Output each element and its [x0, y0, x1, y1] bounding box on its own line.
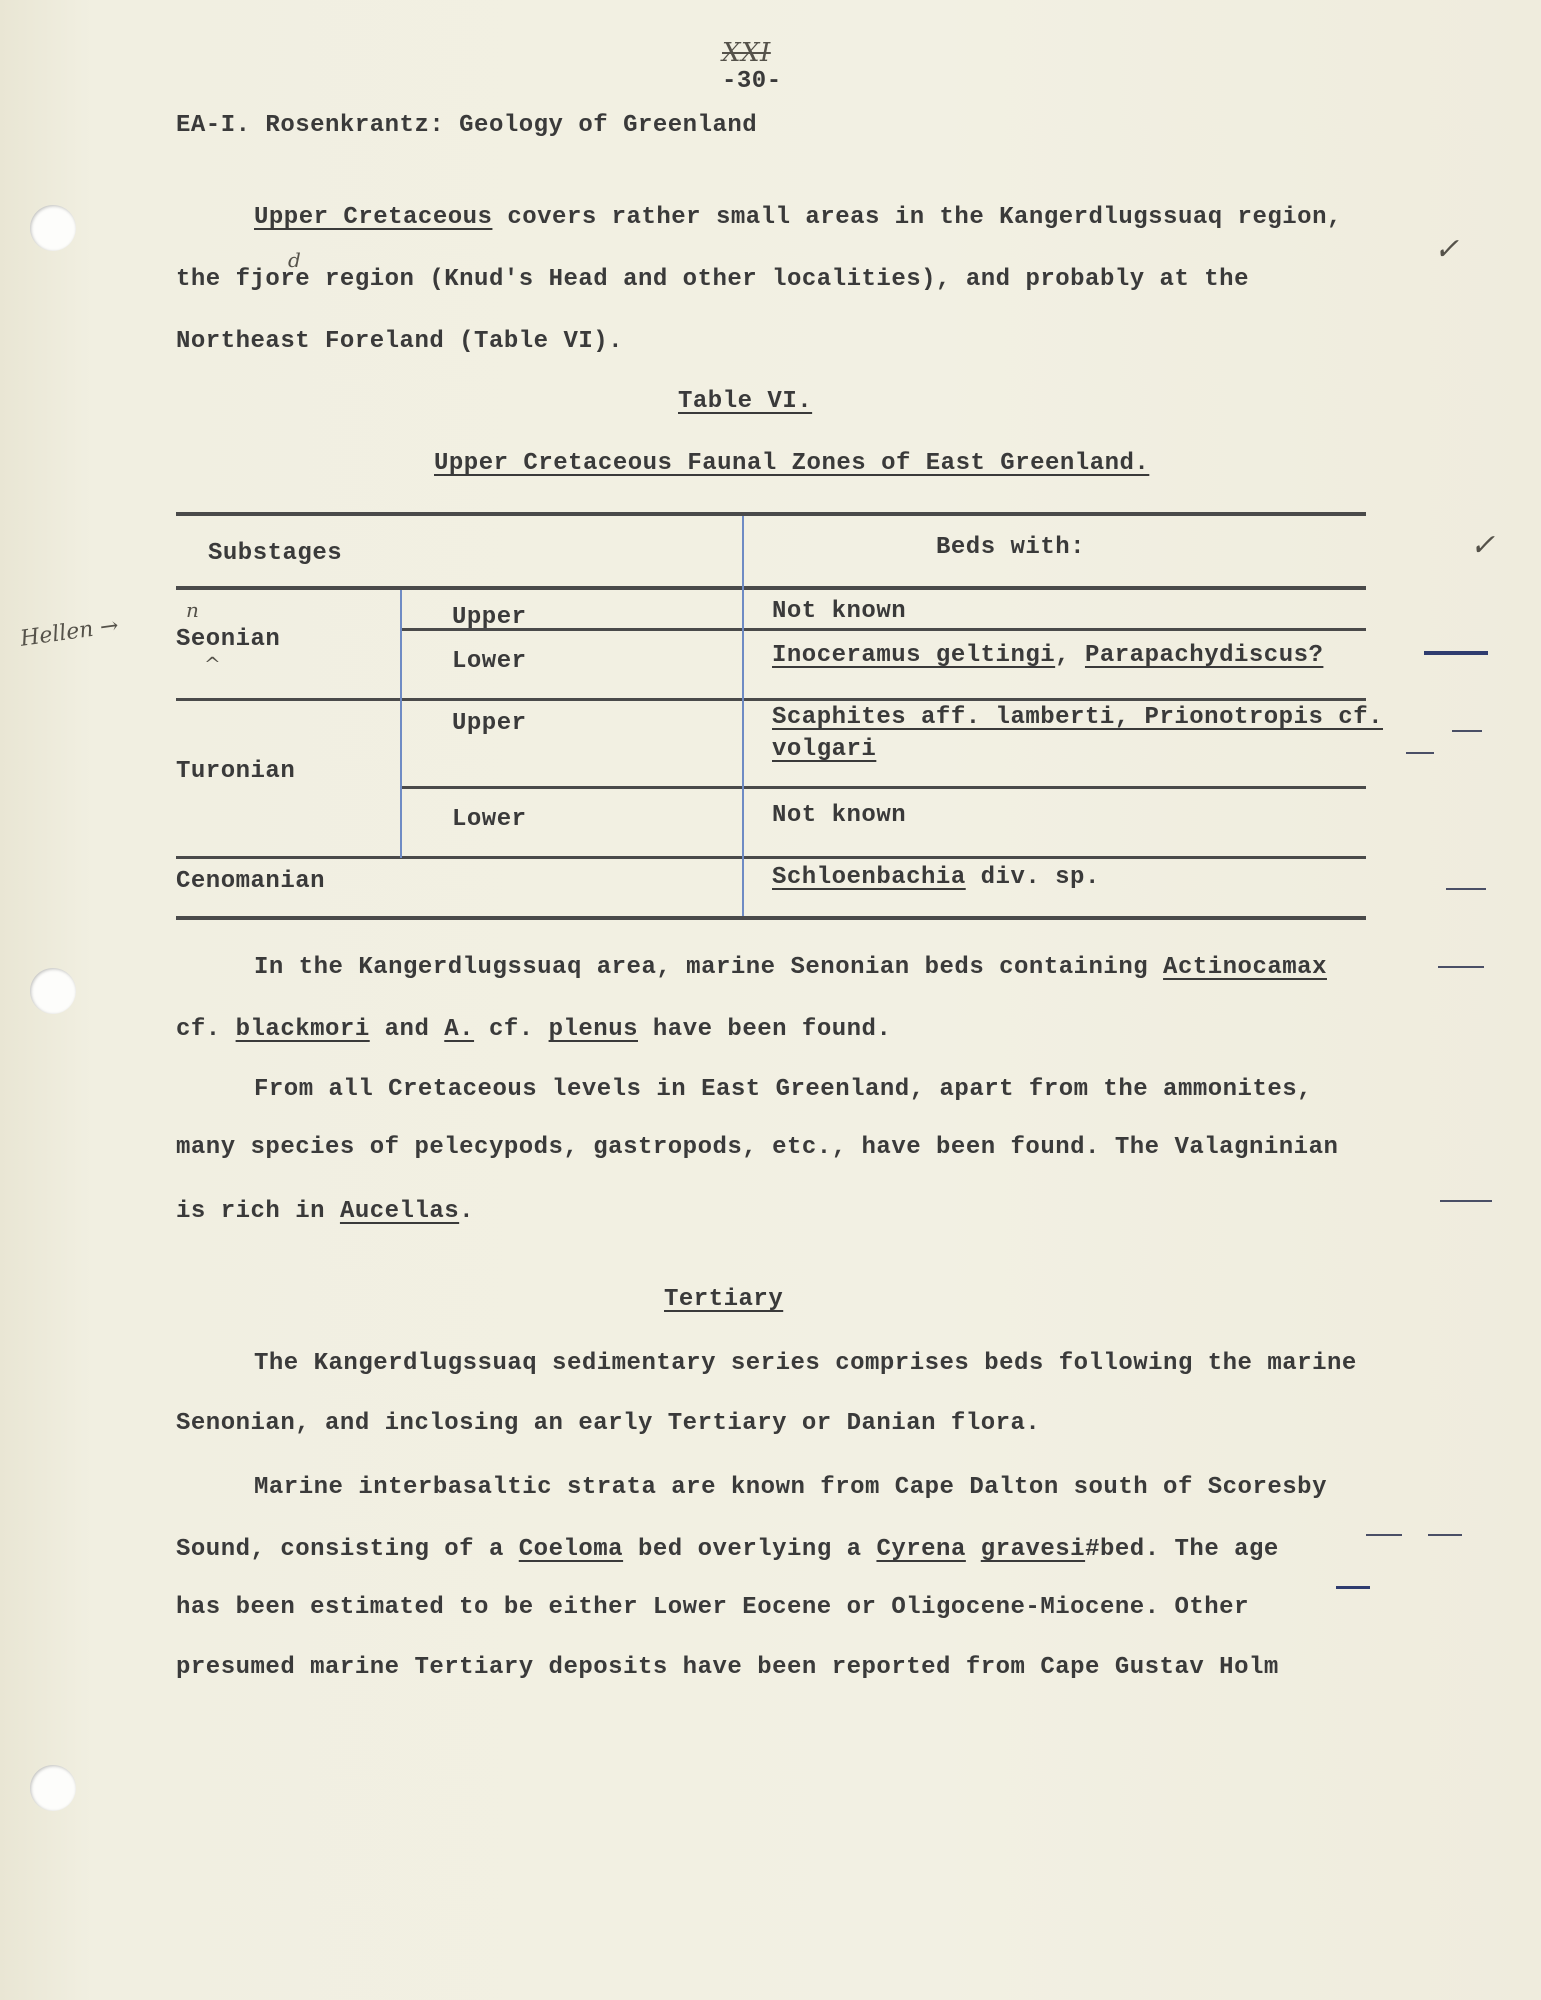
table-cell-beds: Scaphites aff. lamberti, Prionotropis cf. [772, 704, 1383, 731]
section-heading: Tertiary [664, 1286, 784, 1313]
table-cell-beds: Not known [772, 598, 907, 625]
text-run: covers rather small areas in the Kangerdlugssuaq region, [492, 204, 1342, 231]
margin-dash-mark [1366, 1534, 1402, 1536]
table-rule [176, 586, 1366, 590]
text-run: , [1055, 642, 1085, 669]
text-run [966, 1536, 981, 1563]
table-rule [176, 916, 1366, 920]
margin-dash-mark [1440, 1200, 1492, 1202]
punch-hole [30, 1765, 76, 1811]
paragraph-line [176, 1536, 1279, 1563]
text-run: cf. [176, 1016, 236, 1043]
margin-dash-mark [1452, 730, 1482, 732]
margin-dash-mark [1336, 1586, 1370, 1589]
paragraph-line: Marine interbasaltic strata are known from Cape Dalton south of Scoresby [254, 1474, 1327, 1501]
underlined-term: Upper Cretaceous [254, 204, 493, 231]
table-cell-substage: Upper [452, 710, 527, 737]
text-run: . [459, 1198, 475, 1225]
paragraph-line: From all Cretaceous levels in East Greenland, apart from the ammonites, [254, 1076, 1313, 1103]
table-cell-beds: volgari [772, 736, 877, 763]
page-number: -30- [722, 68, 782, 95]
taxon-name: Cyrena [876, 1536, 966, 1563]
table-rule [176, 512, 1366, 516]
handwritten-caret: ^ [204, 652, 221, 676]
table-rule [400, 628, 1366, 631]
table-cell-beds: Not known [772, 802, 907, 829]
table-column-line [742, 516, 744, 916]
paragraph-line [254, 204, 1342, 231]
text-run: cf. [474, 1016, 549, 1043]
taxon-name: Parapachydiscus? [1084, 642, 1324, 669]
paragraph-line [176, 1016, 891, 1043]
text-run: bed overlying a [623, 1536, 877, 1563]
margin-handwritten-note: Hellen → [18, 613, 121, 652]
margin-dash-mark [1406, 752, 1434, 754]
table-cell-substage: Lower [452, 648, 527, 675]
table-label: Table VI. [678, 388, 813, 415]
taxon-name: Coeloma [518, 1536, 624, 1563]
paragraph-line [176, 266, 1249, 293]
table-title: Upper Cretaceous Faunal Zones of East Greenland. [434, 450, 1150, 477]
table-cell-stage: Turonian [176, 758, 296, 785]
taxon-name: Aucellas [339, 1198, 460, 1225]
text-run: div. sp. [965, 864, 1100, 891]
table-cell-stage: Seonian [176, 626, 281, 653]
margin-check: ✓ [1434, 232, 1460, 267]
table-header-beds: Beds with: [936, 534, 1086, 561]
table-cell-beds [772, 864, 1100, 891]
text-run: and [369, 1016, 445, 1043]
table-cell-stage: Cenomanian [176, 868, 326, 895]
paragraph-line: Northeast Foreland (Table VI). [176, 328, 624, 355]
taxon-name: blackmori [235, 1016, 370, 1043]
punch-hole [30, 205, 76, 251]
table-rule [176, 856, 1366, 859]
paragraph-line: many species of pelecypods, gastropods, etc., have been found. The Valagninian [176, 1134, 1339, 1161]
text-run: In the Kangerdlugssuaq area, marine Senonian beds containing [254, 954, 1164, 981]
table-column-line [400, 590, 402, 858]
margin-dash-mark [1438, 966, 1484, 968]
table-rule [400, 786, 1366, 789]
table-header-substages: Substages [208, 540, 343, 567]
text-run: Sound, consisting of a [176, 1536, 519, 1563]
page-number-handwritten: XXI [722, 38, 771, 68]
margin-check: ✓ [1470, 528, 1496, 563]
paragraph-line: has been estimated to be either Lower Eocene or Oligocene-Miocene. Other [176, 1594, 1249, 1621]
table-cell-substage: Lower [452, 806, 527, 833]
text-run: the fjore [176, 266, 311, 293]
text-run: is rich in [176, 1198, 340, 1225]
taxon-name: Schloenbachia [772, 864, 966, 891]
text-run: region (Knud's Head and other localities), and probably at the [310, 266, 1249, 293]
taxon-name: A. [444, 1016, 475, 1043]
paragraph-line: The Kangerdlugssuaq sedimentary series comprises beds following the marine [254, 1350, 1357, 1377]
margin-dash-mark [1424, 651, 1488, 655]
margin-dash-mark [1446, 888, 1486, 890]
taxon-name: plenus [548, 1016, 638, 1043]
handwritten-correction: d [288, 248, 301, 272]
text-run: #bed. The age [1085, 1536, 1279, 1563]
paragraph-line [176, 1198, 474, 1225]
paragraph-line: presumed marine Tertiary deposits have been reported from Cape Gustav Holm [176, 1654, 1279, 1681]
text-run: have been found. [638, 1016, 892, 1043]
taxon-name: gravesi [980, 1536, 1086, 1563]
margin-dash-mark [1428, 1534, 1462, 1536]
running-header: EA-I. Rosenkrantz: Geology of Greenland [176, 112, 758, 139]
paragraph-line [254, 954, 1327, 981]
table-cell-beds [772, 642, 1323, 669]
taxon-name: Actinocamax [1163, 954, 1327, 981]
table-cell-substage: Upper [452, 604, 527, 631]
paragraph-line: Senonian, and inclosing an early Tertiary or Danian flora. [176, 1410, 1041, 1437]
handwritten-insertion: n [186, 598, 199, 622]
table-rule [176, 698, 1366, 701]
punch-hole [30, 968, 76, 1014]
taxon-name: Inoceramus geltingi [772, 642, 1056, 669]
